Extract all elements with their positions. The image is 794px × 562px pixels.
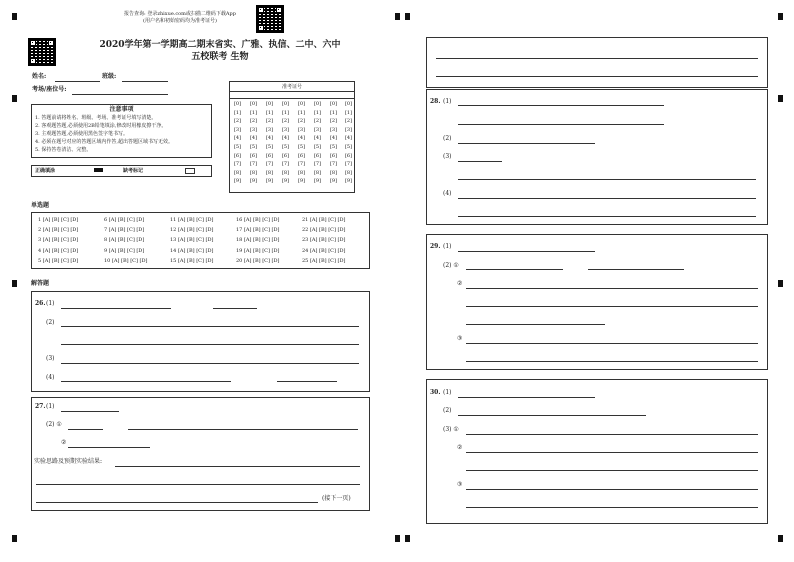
alignment-marker	[778, 95, 783, 102]
q28-part4-line[interactable]	[458, 216, 756, 217]
exam-id-digit-bubble[interactable]: [9]	[281, 178, 290, 185]
exam-id-digit-bubble[interactable]: [4]	[329, 135, 338, 142]
exam-id-digit-bubble[interactable]: [7]	[265, 161, 274, 168]
exam-id-digit-bubble[interactable]: [8]	[249, 169, 258, 176]
q26-part2-line[interactable]	[61, 344, 359, 345]
exam-id-digit-bubble[interactable]: [2]	[265, 118, 274, 125]
exam-id-digit-bubble[interactable]: [3]	[265, 126, 274, 133]
absent-mark-box[interactable]	[185, 168, 195, 174]
q30-number: 30.	[430, 389, 441, 396]
name-field[interactable]	[55, 81, 100, 82]
exam-id-digit-bubble[interactable]: [2]	[344, 118, 353, 125]
q26-answer-area	[31, 291, 370, 392]
q28-part3-line[interactable]	[458, 161, 502, 162]
alignment-marker	[12, 95, 17, 102]
exam-id-digit-bubble[interactable]: [7]	[344, 161, 353, 168]
exam-id-digit-bubble[interactable]: [4]	[281, 135, 290, 142]
exam-id-digit-bubble[interactable]: [1]	[344, 109, 353, 116]
exam-id-column	[312, 100, 323, 186]
q27-part2-line[interactable]	[68, 429, 103, 430]
alignment-marker	[395, 13, 400, 20]
exam-id-digit-bubble[interactable]: [4]	[313, 135, 322, 142]
exam-id-digit-bubble[interactable]: [3]	[329, 126, 338, 133]
note-item: 1. 答题前请将姓名、班级、考场、准考证号填写清楚。	[35, 115, 157, 121]
q29-part2b-line[interactable]	[466, 324, 605, 325]
mc-question-options[interactable]: 5 [A] [B] [C] [D]	[38, 257, 79, 264]
alignment-marker	[395, 535, 400, 542]
q29-part2c-label: ③	[457, 335, 463, 342]
q30-part3b-label: ②	[457, 444, 463, 451]
q26-part2-line[interactable]	[61, 326, 359, 327]
mc-question-options[interactable]: 14 [A] [B] [C] [D]	[170, 247, 214, 254]
exam-id-digit-bubble[interactable]: [9]	[329, 178, 338, 185]
exam-id-digit-bubble[interactable]: [7]	[329, 161, 338, 168]
mc-section-title: 单选题	[31, 202, 50, 209]
exam-id-digit-bubble[interactable]: [6]	[249, 152, 258, 159]
exam-id-digit-bubble[interactable]: [0]	[297, 101, 306, 107]
q27-part2b-line[interactable]	[68, 447, 150, 448]
q27-experiment-line[interactable]	[36, 502, 318, 503]
q27-part1-line[interactable]	[61, 411, 119, 412]
exam-id-digit-bubble[interactable]: [4]	[265, 135, 274, 142]
q27-answer-area	[31, 397, 370, 511]
q29-part2b-label: ②	[457, 280, 463, 287]
exam-id-digit-bubble[interactable]: [5]	[265, 143, 274, 150]
q27-experiment-line[interactable]	[115, 466, 360, 467]
q29-part1-line[interactable]	[458, 251, 595, 252]
exam-id-digit-bubble[interactable]: [0]	[233, 101, 242, 107]
mc-question-options[interactable]: 12 [A] [B] [C] [D]	[170, 227, 214, 234]
q29-answer-area	[426, 234, 768, 370]
correct-fill-label: 正确填涂	[35, 168, 56, 174]
alignment-marker	[778, 280, 783, 287]
exam-id-digit-bubble[interactable]: [3]	[313, 126, 322, 133]
q28-answer-area	[426, 89, 768, 225]
exam-id-column	[280, 100, 291, 186]
exam-id-digit-bubble[interactable]: [4]	[297, 135, 306, 142]
q27-part1-label: (1)	[46, 403, 55, 410]
correct-fill-sample-icon	[94, 168, 103, 172]
mc-question-options[interactable]: 15 [A] [B] [C] [D]	[170, 257, 214, 264]
exam-id-digit-bubble[interactable]: [1]	[297, 109, 306, 116]
exam-id-digit-bubble[interactable]: [8]	[281, 169, 290, 176]
mc-question-options[interactable]: 24 [A] [B] [C] [D]	[302, 247, 346, 254]
q30-part3c-line[interactable]	[466, 507, 758, 508]
mc-question-options[interactable]: 22 [A] [B] [C] [D]	[302, 227, 346, 234]
q30-part3c-line[interactable]	[466, 489, 758, 490]
alignment-marker	[405, 13, 410, 20]
note-item: 2. 客观题答题,必须使用2B铅笔填涂,修改时用橡皮擦干净。	[35, 123, 167, 129]
exam-id-digit-bubble[interactable]: [2]	[233, 118, 242, 125]
q28-part2-label: (2)	[443, 135, 452, 142]
exam-id-column	[248, 100, 259, 186]
exam-id-digit-bubble[interactable]: [3]	[344, 126, 353, 133]
q26-part1-line[interactable]	[61, 308, 171, 309]
exam-id-label: 准考证号	[281, 84, 302, 90]
room-seat-field[interactable]	[72, 94, 168, 95]
q30-part3b-line[interactable]	[466, 470, 758, 471]
mc-question-options[interactable]: 6 [A] [B] [C] [D]	[104, 217, 145, 223]
exam-id-digit-bubble[interactable]: [5]	[297, 143, 306, 150]
q27-continuation-area	[426, 37, 768, 88]
q28-part1-label: (1)	[443, 98, 452, 105]
exam-id-digit-bubble[interactable]: [1]	[281, 109, 290, 116]
exam-id-digit-bubble[interactable]: [1]	[265, 109, 274, 116]
exam-id-digit-bubble[interactable]: [0]	[265, 101, 274, 107]
q27-number: 27.	[35, 403, 46, 410]
exam-id-column	[264, 100, 275, 186]
exam-id-column	[296, 100, 307, 186]
note-item: 4. 必须在题号对应的答题区域内作答,超出答题区域书写无效。	[35, 139, 173, 145]
exam-id-digit-bubble[interactable]: [7]	[281, 161, 290, 168]
mc-question-options[interactable]: 13 [A] [B] [C] [D]	[170, 237, 214, 244]
exam-id-digit-bubble[interactable]: [3]	[233, 126, 242, 133]
room-seat-label: 考场/座位号:	[32, 86, 67, 93]
q29-part2b-line[interactable]	[466, 288, 758, 289]
q30-part3-label: (3) ①	[443, 426, 459, 433]
exam-id-digit-bubble[interactable]: [1]	[313, 109, 322, 116]
exam-id-column	[328, 100, 339, 186]
q28-number: 28.	[430, 98, 441, 105]
exam-title: 2020学年第一学期高二期末省实、广雅、执信、二中、六中	[99, 40, 341, 50]
alignment-marker	[778, 535, 783, 542]
alignment-marker	[405, 535, 410, 542]
mc-question-options[interactable]: 1 [A] [B] [C] [D]	[38, 217, 79, 223]
q29-part2c-line[interactable]	[466, 361, 758, 362]
exam-id-digit-bubble[interactable]: [2]	[249, 118, 258, 125]
q27-experiment-label: 实验思路及预期实验结果:	[34, 458, 103, 465]
q30-part1-line[interactable]	[458, 397, 595, 398]
q28-part3-label: (3)	[443, 153, 452, 160]
mc-question-options[interactable]: 10 [A] [B] [C] [D]	[104, 257, 148, 264]
exam-id-digit-bubble[interactable]: [8]	[265, 169, 274, 176]
exam-id-digit-bubble[interactable]: [3]	[249, 126, 258, 133]
exam-id-digit-bubble[interactable]: [5]	[344, 143, 353, 150]
exam-id-digit-bubble[interactable]: [7]	[297, 161, 306, 168]
mc-question-options[interactable]: 21 [A] [B] [C] [D]	[302, 217, 346, 223]
exam-id-digit-bubble[interactable]: [4]	[344, 135, 353, 142]
q30-part2-label: (2)	[443, 407, 452, 414]
note-item: 5. 保持答卷清洁、完整。	[35, 147, 92, 153]
exam-id-digit-bubble[interactable]: [2]	[297, 118, 306, 125]
q26-part3-line[interactable]	[61, 363, 359, 364]
exam-id-write-divider	[229, 98, 355, 99]
mc-question-options[interactable]: 18 [A] [B] [C] [D]	[236, 237, 280, 244]
exam-id-digit-bubble[interactable]: [9]	[233, 178, 242, 185]
exam-id-digit-bubble[interactable]: [6]	[313, 152, 322, 159]
mc-question-options[interactable]: 9 [A] [B] [C] [D]	[104, 247, 145, 254]
continuation-line[interactable]	[436, 58, 758, 59]
exam-id-digit-bubble[interactable]: [0]	[249, 101, 258, 107]
exam-id-digit-bubble[interactable]: [5]	[249, 143, 258, 150]
q26-part3-label: (3)	[46, 355, 55, 362]
next-page-note: (接下一页)	[322, 495, 351, 502]
continuation-line[interactable]	[436, 76, 758, 77]
alignment-marker	[12, 280, 17, 287]
qr-code-icon[interactable]	[256, 5, 284, 33]
mc-question-options[interactable]: 20 [A] [B] [C] [D]	[236, 257, 280, 264]
q26-part4-line[interactable]	[277, 381, 337, 382]
mc-question-options[interactable]: 25 [A] [B] [C] [D]	[302, 257, 346, 264]
q30-part3c-label: ③	[457, 481, 463, 488]
exam-id-digit-bubble[interactable]: [0]	[344, 101, 353, 107]
exam-id-digit-bubble[interactable]: [5]	[329, 143, 338, 150]
exam-id-digit-bubble[interactable]: [1]	[329, 109, 338, 116]
q28-part1-line[interactable]	[458, 105, 664, 106]
q29-part2-label: (2) ①	[443, 262, 459, 269]
q26-number: 26.	[35, 300, 46, 307]
exam-id-digit-bubble[interactable]: [9]	[344, 178, 353, 185]
report-query-hint: (用户名和初始密码均为准考证号)	[143, 18, 217, 24]
mc-question-options[interactable]: 2 [A] [B] [C] [D]	[38, 227, 79, 234]
exam-id-digit-bubble[interactable]: [6]	[281, 152, 290, 159]
exam-id-digit-bubble[interactable]: [9]	[297, 178, 306, 185]
q29-number: 29.	[430, 243, 441, 250]
exam-id-digit-bubble[interactable]: [8]	[344, 169, 353, 176]
q27-part2b-label: ②	[61, 439, 67, 446]
exam-id-column	[232, 100, 243, 186]
exam-id-digit-bubble[interactable]: [4]	[233, 135, 242, 142]
exam-id-digit-bubble[interactable]: [3]	[281, 126, 290, 133]
exam-id-digit-bubble[interactable]: [2]	[329, 118, 338, 125]
q26-part4-line[interactable]	[61, 381, 231, 382]
mc-question-options[interactable]: 8 [A] [B] [C] [D]	[104, 237, 145, 244]
exam-id-digit-bubble[interactable]: [7]	[233, 161, 242, 168]
exam-id-header-divider	[229, 91, 355, 92]
q27-experiment-line[interactable]	[36, 484, 360, 485]
exam-id-digit-bubble[interactable]: [8]	[233, 169, 242, 176]
q26-part1-label: (1)	[46, 300, 55, 307]
mc-question-options[interactable]: 3 [A] [B] [C] [D]	[38, 237, 79, 244]
absent-mark-label: 缺考标记	[123, 168, 144, 174]
exam-id-digit-bubble[interactable]: [2]	[281, 118, 290, 125]
q27-part2-label: (2) ①	[46, 421, 62, 428]
q29-part2-line[interactable]	[466, 269, 563, 270]
exam-id-digit-bubble[interactable]: [2]	[313, 118, 322, 125]
note-item: 3. 主观题答题,必须使用黑色签字笔书写。	[35, 131, 128, 137]
alignment-marker	[12, 13, 17, 20]
exam-id-digit-bubble[interactable]: [0]	[281, 101, 290, 107]
mc-question-options[interactable]: 23 [A] [B] [C] [D]	[302, 237, 346, 244]
exam-id-digit-bubble[interactable]: [7]	[249, 161, 258, 168]
exam-id-column	[343, 100, 354, 186]
alignment-marker	[778, 13, 783, 20]
q29-part2b-line[interactable]	[466, 306, 758, 307]
essay-section-title: 解答题	[31, 280, 50, 287]
q26-part4-label: (4)	[46, 374, 55, 381]
mc-question-options[interactable]: 19 [A] [B] [C] [D]	[236, 247, 280, 254]
mc-question-options[interactable]: 17 [A] [B] [C] [D]	[236, 227, 280, 234]
exam-id-digit-bubble[interactable]: [1]	[249, 109, 258, 116]
exam-id-digit-bubble[interactable]: [7]	[313, 161, 322, 168]
mc-question-options[interactable]: 7 [A] [B] [C] [D]	[104, 227, 145, 234]
q30-part3b-line[interactable]	[466, 452, 758, 453]
notes-title: 注意事项	[109, 106, 134, 113]
exam-id-digit-bubble[interactable]: [4]	[249, 135, 258, 142]
exam-id-digit-bubble[interactable]: [0]	[329, 101, 338, 107]
q30-part1-label: (1)	[443, 389, 452, 396]
exam-id-digit-bubble[interactable]: [9]	[249, 178, 258, 185]
alignment-marker	[12, 535, 17, 542]
exam-id-digit-bubble[interactable]: [9]	[313, 178, 322, 185]
q29-part1-label: (1)	[443, 243, 452, 250]
q29-part2c-line[interactable]	[466, 343, 758, 344]
report-query-line: 报告查询: 登录zhixue.com或扫描二维码下载App	[124, 11, 236, 17]
exam-id-digit-bubble[interactable]: [3]	[297, 126, 306, 133]
q28-part2-line[interactable]	[458, 143, 595, 144]
q30-part2-line[interactable]	[458, 415, 646, 416]
q28-part4-line[interactable]	[458, 198, 756, 199]
mc-question-options[interactable]: 11 [A] [B] [C] [D]	[170, 217, 214, 223]
exam-id-digit-bubble[interactable]: [6]	[344, 152, 353, 159]
exam-id-digit-bubble[interactable]: [8]	[313, 169, 322, 176]
exam-id-digit-bubble[interactable]: [8]	[297, 169, 306, 176]
q30-part3-line[interactable]	[466, 434, 758, 435]
mc-question-options[interactable]: 4 [A] [B] [C] [D]	[38, 247, 79, 254]
exam-id-digit-bubble[interactable]: [6]	[233, 152, 242, 159]
name-label: 姓名:	[32, 73, 47, 80]
q27-part2-line[interactable]	[128, 429, 358, 430]
q26-part2-label: (2)	[46, 319, 55, 326]
exam-id-digit-bubble[interactable]: [6]	[297, 152, 306, 159]
exam-subtitle: 五校联考 生物	[191, 52, 249, 62]
exam-id-digit-bubble[interactable]: [5]	[281, 143, 290, 150]
class-field[interactable]	[122, 81, 168, 82]
qr-code-icon	[28, 38, 56, 66]
q28-part3-line[interactable]	[458, 179, 756, 180]
q26-part1-line[interactable]	[213, 308, 257, 309]
q29-part2-line[interactable]	[588, 269, 684, 270]
exam-id-digit-bubble[interactable]: [5]	[233, 143, 242, 150]
exam-id-digit-bubble[interactable]: [5]	[313, 143, 322, 150]
exam-id-digit-bubble[interactable]: [0]	[313, 101, 322, 107]
q28-part1-line[interactable]	[458, 124, 664, 125]
exam-id-digit-bubble[interactable]: [1]	[233, 109, 242, 116]
class-label: 班级:	[102, 73, 117, 80]
q28-part4-label: (4)	[443, 190, 452, 197]
exam-id-digit-bubble[interactable]: [9]	[265, 178, 274, 185]
exam-id-digit-bubble[interactable]: [6]	[329, 152, 338, 159]
mc-question-options[interactable]: 16 [A] [B] [C] [D]	[236, 217, 280, 223]
exam-id-digit-bubble[interactable]: [8]	[329, 169, 338, 176]
exam-id-digit-bubble[interactable]: [6]	[265, 152, 274, 159]
